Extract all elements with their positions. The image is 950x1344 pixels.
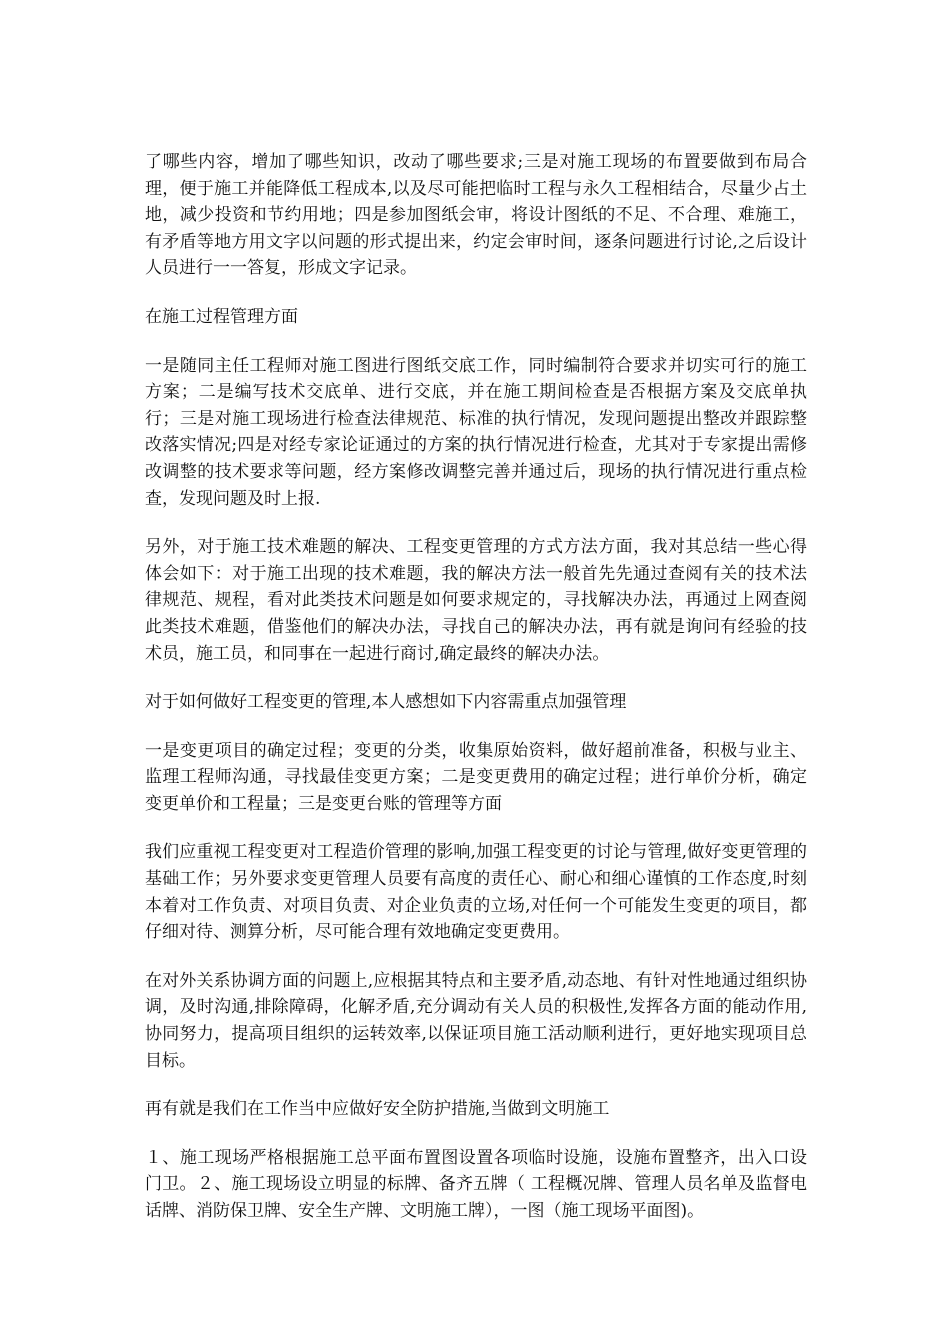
paragraph-site-planning: 了哪些内容，增加了哪些知识，改动了哪些要求;三是对施工现场的布置要做到布局合理，便于施工并能降低工程成本,以及尽可能把临时工程与永久工程相结合，尽量少占土地，减少投资和节约用地；四是参加图纸会审，将设计图纸的不足、不合理、难施工，有矛盾等地方用文字以问题的形式提出来，约定会审时间，逐条问题进行讨论,之后设计人员进行一一答复，形成文字记录。: [145, 152, 807, 279]
document-body: [145, 149, 807, 1247]
heading-construction-process: 在施工过程管理方面: [145, 306, 298, 327]
paragraph-change-items: 一是变更项目的确定过程；变更的分类，收集原始资料，做好超前准备，积极与业主、监理工程师沟通，寻找最佳变更方案；二是变更费用的确定过程；进行单价分析，确定变更单价和工程量；三是变更台账的管理等方面: [145, 740, 807, 814]
paragraph-change-cost: 我们应重视工程变更对工程造价管理的影响,加强工程变更的讨论与管理,做好变更管理的基础工作；另外要求变更管理人员要有高度的责任心、耐心和细心谨慎的工作态度,时刻本着对工作负责、对项目负责、对企业负责的立场,对任何一个可能发生变更的项目，都仔细对待、测算分析，尽可能合理有效地确定变更费用。: [145, 842, 807, 943]
heading-change-management: 对于如何做好工程变更的管理,本人感想如下内容需重点加强管理: [145, 692, 627, 713]
paragraph-site-signage: １、施工现场严格根据施工总平面布置图设置各项临时设施，设施布置整齐，出入口设门卫。２、施工现场设立明显的标牌、备齐五牌（ 工程概况牌、管理人员名单及监督电话牌、消防保卫牌、安全生产牌、文明施工牌），一图（施工现场平面图)。: [145, 1147, 807, 1221]
paragraph-technical-problems: 另外，对于施工技术难题的解决、工程变更管理的方式方法方面，我对其总结一些心得体会如下：对于施工出现的技术难题，我的解决方法一般首先先通过查阅有关的技术法律规范、规程，看对此类技术问题是如何要求规定的，寻找解决办法，再通过上网查阅此类技术难题，借鉴他们的解决办法，寻找自己的解决办法，再有就是询问有经验的技术员，施工员，和同事在一起进行商讨,确定最终的解决办法。: [145, 537, 807, 664]
heading-safety: 再有就是我们在工作当中应做好安全防护措施,当做到文明施工: [145, 1099, 610, 1120]
paragraph-external-coordination: 在对外关系协调方面的问题上,应根据其特点和主要矛盾,动态地、有针对性地通过组织协调，及时沟通,排除障碍，化解矛盾,充分调动有关人员的积极性,发挥各方面的能动作用,协同努力，提高项目组织的运转效率,以保证项目施工活动顺利进行，更好地实现项目总目标。: [145, 970, 807, 1071]
paragraph-process-management: 一是随同主任工程师对施工图进行图纸交底工作，同时编制符合要求并切实可行的施工方案；二是编写技术交底单、进行交底，并在施工期间检查是否根据方案及交底单执行；三是对施工现场进行检查法律规范、标准的执行情况，发现问题提出整改并跟踪整改落实情况;四是对经专家论证通过的方案的执行情况进行检查，尤其对于专家提出需修改调整的技术要求等问题，经方案修改调整完善并通过后，现场的执行情况进行重点检查，发现问题及时上报.: [145, 355, 807, 509]
